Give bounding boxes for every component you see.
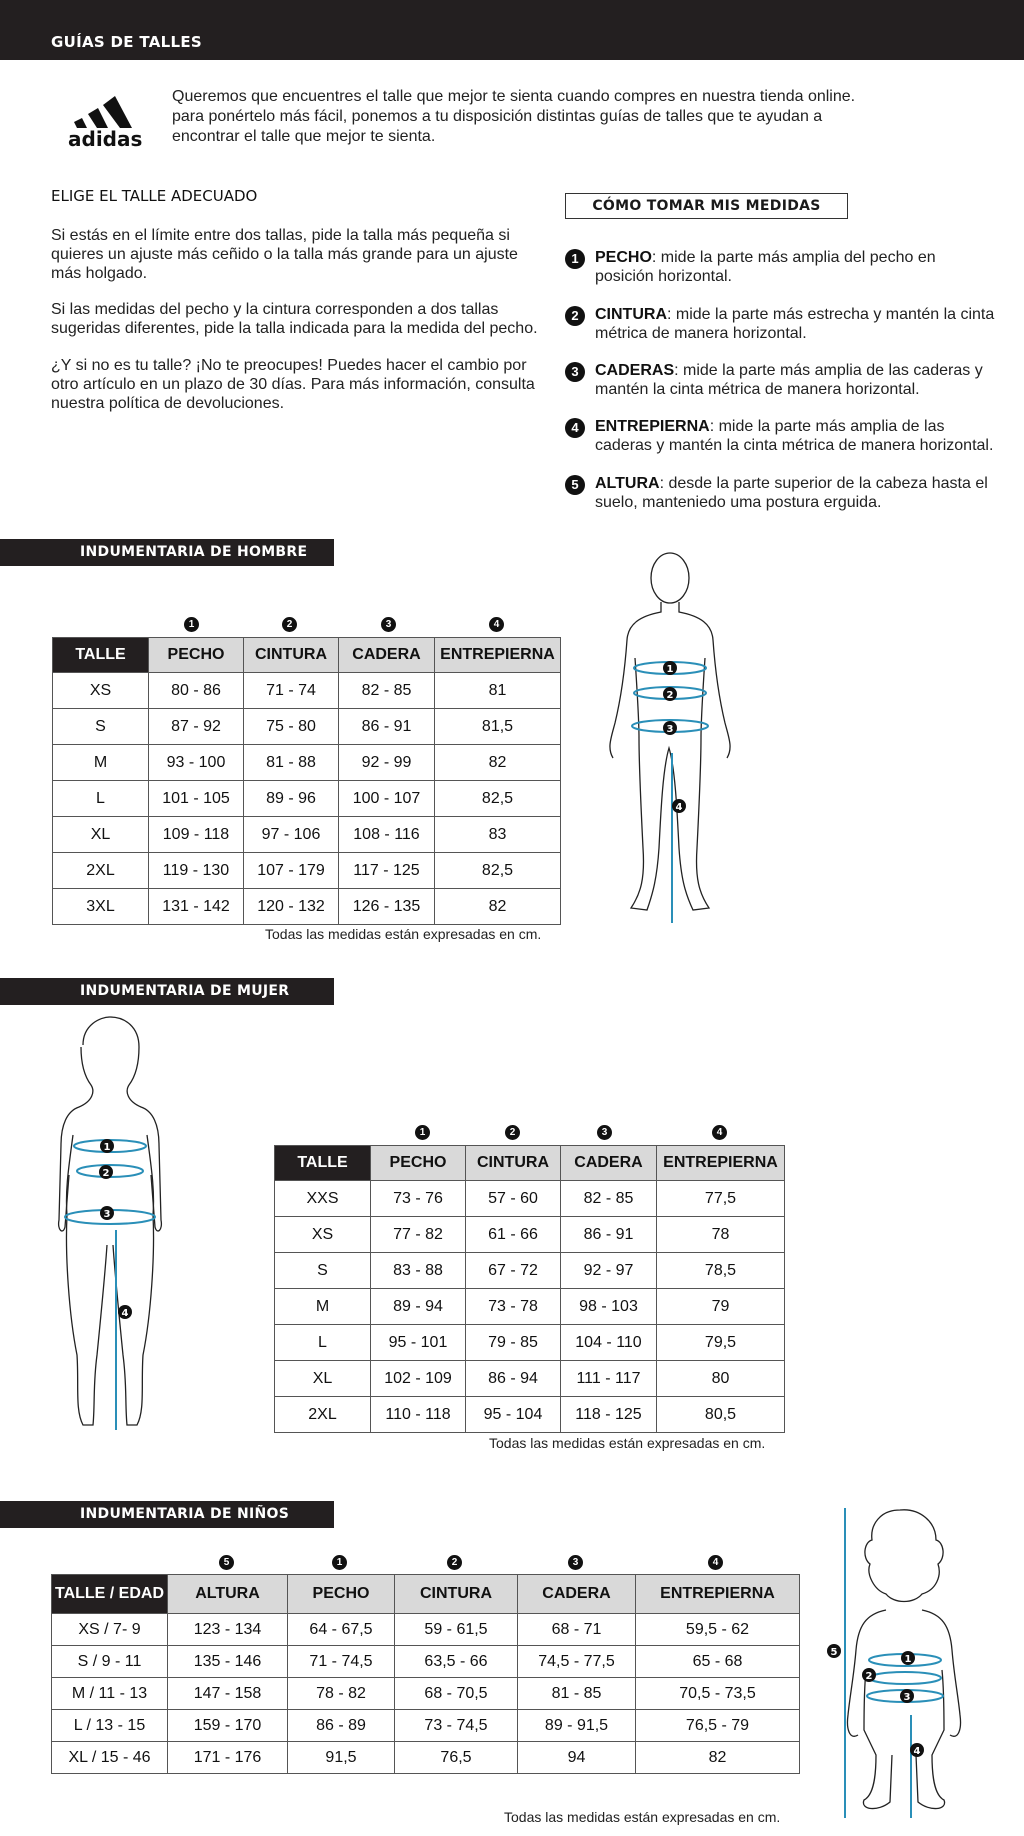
kids-section-bar <box>0 1501 334 1528</box>
table-cell: 74,5 - 77,5 <box>518 1646 636 1678</box>
table-cell: 82 <box>435 745 561 781</box>
header-talle-edad: TALLE / EDAD <box>52 1575 168 1614</box>
header-cadera: CADERA <box>518 1575 636 1614</box>
child-body-figure-icon <box>820 1500 990 1820</box>
table-cell: 83 <box>435 817 561 853</box>
table-cell: 79,5 <box>657 1325 785 1361</box>
table-cell: 71 - 74 <box>244 673 339 709</box>
column-number-icon: 4 <box>708 1555 723 1570</box>
header-altura: ALTURA <box>168 1575 288 1614</box>
table-cell: 86 - 91 <box>561 1217 657 1253</box>
table-cell: 95 - 101 <box>371 1325 466 1361</box>
how-to-measure-title: CÓMO TOMAR MIS MEDIDAS <box>592 198 821 214</box>
table-cell: 82 <box>435 889 561 925</box>
table-cell: 80,5 <box>657 1397 785 1433</box>
intro-line-2: para ponértelo más fácil, ponemos a tu disposición distintas guías de talles que te ayudan a <box>172 108 823 125</box>
table-cell: XL / 15 - 46 <box>52 1742 168 1774</box>
table-cell: 89 - 91,5 <box>518 1710 636 1742</box>
man-body-figure-icon <box>595 548 745 928</box>
table-cell: 118 - 125 <box>561 1397 657 1433</box>
table-cell: 68 - 71 <box>518 1614 636 1646</box>
table-cell: 64 - 67,5 <box>288 1614 395 1646</box>
table-cell: L <box>53 781 149 817</box>
table-cell: XS <box>53 673 149 709</box>
intro-line-1: Queremos que encuentres el talle que mejor te sienta cuando compres en nuestra tienda online. <box>172 88 856 105</box>
table-cell: S <box>53 709 149 745</box>
header-cintura: CINTURA <box>244 638 339 673</box>
table-cell: 82 - 85 <box>339 673 435 709</box>
table-cell: 117 - 125 <box>339 853 435 889</box>
table-row <box>275 1253 785 1289</box>
svg-text:4: 4 <box>913 1746 921 1757</box>
table-cell: M / 11 - 13 <box>52 1678 168 1710</box>
step-number-icon: 4 <box>565 418 585 438</box>
women-section-bar <box>0 978 334 1005</box>
table-cell: 87 - 92 <box>149 709 244 745</box>
table-cell: 59 - 61,5 <box>395 1614 518 1646</box>
step-number-icon: 1 <box>565 249 585 269</box>
column-number-icon: 5 <box>219 1555 234 1570</box>
svg-text:1: 1 <box>666 664 674 675</box>
table-cell: 75 - 80 <box>244 709 339 745</box>
kids-section-title: INDUMENTARIA DE NIÑOS <box>80 1506 290 1522</box>
header-talle: TALLE <box>275 1146 371 1181</box>
table-cell: S / 9 - 11 <box>52 1646 168 1678</box>
svg-text:3: 3 <box>903 1692 911 1703</box>
column-number-icon: 3 <box>381 617 396 632</box>
table-cell: 78,5 <box>657 1253 785 1289</box>
table-cell: 95 - 104 <box>466 1397 561 1433</box>
intro-text <box>172 87 932 147</box>
table-header-row <box>53 638 561 673</box>
table-cell: 57 - 60 <box>466 1181 561 1217</box>
table-cell: 82,5 <box>435 781 561 817</box>
table-cell: 82 - 85 <box>561 1181 657 1217</box>
table-cell: 81,5 <box>435 709 561 745</box>
table-cell: 86 - 91 <box>339 709 435 745</box>
table-cell: 81 <box>435 673 561 709</box>
table-cell: 120 - 132 <box>244 889 339 925</box>
choose-paragraph-3: ¿Y si no es tu talle? ¡No te preocupes! Puedes hacer el cambio por otro artículo en un plazo de 30 días. Para más información, consulta nuestra política de devoluciones. <box>51 357 535 412</box>
column-number-icon: 2 <box>282 617 297 632</box>
table-cell: 98 - 103 <box>561 1289 657 1325</box>
table-cell: XL <box>53 817 149 853</box>
table-row <box>53 889 561 925</box>
table-cell: 94 <box>518 1742 636 1774</box>
table-cell: 110 - 118 <box>371 1397 466 1433</box>
table-row <box>53 673 561 709</box>
table-cell: 171 - 176 <box>168 1742 288 1774</box>
table-row <box>275 1289 785 1325</box>
table-cell: 126 - 135 <box>339 889 435 925</box>
header-cintura: CINTURA <box>395 1575 518 1614</box>
svg-text:2: 2 <box>102 1168 110 1179</box>
measure-step-hips: 3 CADERAS: mide la parte más amplia de las caderas y mantén la cinta métrica de manera horizontal. <box>565 361 995 399</box>
top-header-bar <box>0 0 1024 60</box>
table-cell: 78 <box>657 1217 785 1253</box>
measure-step-waist: 2 CINTURA: mide la parte más estrecha y mantén la cinta métrica de manera horizontal. <box>565 305 995 343</box>
svg-text:2: 2 <box>666 690 674 701</box>
step-number-icon: 2 <box>565 306 585 326</box>
table-cell: 108 - 116 <box>339 817 435 853</box>
page-title: GUÍAS DE TALLES <box>51 33 202 51</box>
table-cell: XXS <box>275 1181 371 1217</box>
column-number-icon: 1 <box>332 1555 347 1570</box>
step-number-icon: 5 <box>565 475 585 495</box>
table-cell: L <box>275 1325 371 1361</box>
table-cell: 71 - 74,5 <box>288 1646 395 1678</box>
table-cell: 81 - 85 <box>518 1678 636 1710</box>
table-cell: 76,5 <box>395 1742 518 1774</box>
table-row <box>53 709 561 745</box>
table-cell: 76,5 - 79 <box>636 1710 800 1742</box>
table-cell: XL <box>275 1361 371 1397</box>
table-cell: 82 <box>636 1742 800 1774</box>
table-cell: 59,5 - 62 <box>636 1614 800 1646</box>
table-cell: 73 - 74,5 <box>395 1710 518 1742</box>
table-cell: 92 - 99 <box>339 745 435 781</box>
table-cell: M <box>275 1289 371 1325</box>
column-number-icon: 2 <box>447 1555 462 1570</box>
table-cell: 67 - 72 <box>466 1253 561 1289</box>
svg-text:1: 1 <box>904 1654 912 1665</box>
table-cell: 92 - 97 <box>561 1253 657 1289</box>
table-cell: 119 - 130 <box>149 853 244 889</box>
women-note: Todas las medidas están expresadas en cm. <box>489 1435 766 1451</box>
table-cell: 86 - 94 <box>466 1361 561 1397</box>
table-row <box>52 1710 800 1742</box>
svg-text:2: 2 <box>865 1671 873 1682</box>
table-cell: 93 - 100 <box>149 745 244 781</box>
table-cell: 102 - 109 <box>371 1361 466 1397</box>
adidas-wordmark: adidas <box>68 127 143 148</box>
table-header-row <box>52 1575 800 1614</box>
men-size-table <box>52 637 561 925</box>
table-cell: 80 - 86 <box>149 673 244 709</box>
header-entrepierna: ENTREPIERNA <box>657 1146 785 1181</box>
header-cadera: CADERA <box>339 638 435 673</box>
column-number-icon: 4 <box>712 1125 727 1140</box>
table-cell: 104 - 110 <box>561 1325 657 1361</box>
svg-text:3: 3 <box>103 1209 111 1220</box>
adidas-logo-icon <box>68 88 154 148</box>
table-row <box>275 1325 785 1361</box>
table-cell: 131 - 142 <box>149 889 244 925</box>
table-row <box>52 1678 800 1710</box>
table-cell: 77 - 82 <box>371 1217 466 1253</box>
header-cadera: CADERA <box>561 1146 657 1181</box>
svg-text:3: 3 <box>666 724 674 735</box>
men-note: Todas las medidas están expresadas en cm. <box>265 926 542 942</box>
table-cell: XS <box>275 1217 371 1253</box>
table-cell: 147 - 158 <box>168 1678 288 1710</box>
svg-text:1: 1 <box>103 1142 111 1153</box>
table-row <box>52 1742 800 1774</box>
svg-text:4: 4 <box>675 802 683 813</box>
header-cintura: CINTURA <box>466 1146 561 1181</box>
table-row <box>53 853 561 889</box>
measure-step-inseam: 4 ENTREPIERNA: mide la parte más amplia de las caderas y mantén la cinta métrica de manera horizontal. <box>565 417 995 455</box>
column-number-icon: 2 <box>505 1125 520 1140</box>
table-cell: S <box>275 1253 371 1289</box>
table-cell: 123 - 134 <box>168 1614 288 1646</box>
table-row <box>53 745 561 781</box>
header-talle: TALLE <box>53 638 149 673</box>
table-cell: 70,5 - 73,5 <box>636 1678 800 1710</box>
women-section-title: INDUMENTARIA DE MUJER <box>80 983 290 999</box>
table-row <box>275 1361 785 1397</box>
how-to-measure-box <box>565 193 848 219</box>
choose-size-title: ELIGE EL TALLE ADECUADO <box>51 187 258 205</box>
table-cell: 89 - 94 <box>371 1289 466 1325</box>
measure-step-height: 5 ALTURA: desde la parte superior de la cabeza hasta el suelo, manteniedo uma postura erguida. <box>565 474 995 512</box>
intro-line-3: encontrar el talle que mejor te sienta. <box>172 128 436 145</box>
table-cell: 81 - 88 <box>244 745 339 781</box>
table-row <box>53 817 561 853</box>
table-cell: M <box>53 745 149 781</box>
column-number-icon: 4 <box>489 617 504 632</box>
men-section-title: INDUMENTARIA DE HOMBRE <box>80 544 308 560</box>
column-number-icon: 1 <box>415 1125 430 1140</box>
column-number-icon: 3 <box>597 1125 612 1140</box>
table-cell: 109 - 118 <box>149 817 244 853</box>
choose-paragraph-1: Si estás en el límite entre dos tallas, pide la talla más pequeña si quieres un ajuste más ceñido o la talla más grande para un ajuste más holgado. <box>51 227 518 282</box>
step-number-icon: 3 <box>565 362 585 382</box>
woman-body-figure-icon <box>55 1015 165 1435</box>
table-cell: L / 13 - 15 <box>52 1710 168 1742</box>
table-cell: 100 - 107 <box>339 781 435 817</box>
header-pecho: PECHO <box>371 1146 466 1181</box>
table-cell: 91,5 <box>288 1742 395 1774</box>
kids-note: Todas las medidas están expresadas en cm. <box>504 1809 781 1825</box>
table-cell: 107 - 179 <box>244 853 339 889</box>
choose-paragraph-2: Si las medidas del pecho y la cintura corresponden a dos tallas sugeridas diferentes, pide la talla indicada para la medida del pecho. <box>51 301 538 337</box>
table-cell: 3XL <box>53 889 149 925</box>
table-cell: 77,5 <box>657 1181 785 1217</box>
table-cell: 83 - 88 <box>371 1253 466 1289</box>
svg-text:4: 4 <box>121 1308 129 1319</box>
table-cell: 78 - 82 <box>288 1678 395 1710</box>
measure-step-chest: 1 PECHO: mide la parte más amplia del pecho en posición horizontal. <box>565 248 995 286</box>
table-cell: 2XL <box>53 853 149 889</box>
table-cell: XS / 7- 9 <box>52 1614 168 1646</box>
header-pecho: PECHO <box>288 1575 395 1614</box>
table-row <box>275 1397 785 1433</box>
kids-size-table <box>51 1574 800 1774</box>
table-row <box>275 1217 785 1253</box>
table-cell: 2XL <box>275 1397 371 1433</box>
header-entrepierna: ENTREPIERNA <box>636 1575 800 1614</box>
table-cell: 135 - 146 <box>168 1646 288 1678</box>
column-number-icon: 1 <box>184 617 199 632</box>
table-header-row <box>275 1146 785 1181</box>
column-number-icon: 3 <box>568 1555 583 1570</box>
table-cell: 73 - 76 <box>371 1181 466 1217</box>
table-row <box>52 1646 800 1678</box>
header-pecho: PECHO <box>149 638 244 673</box>
women-size-table <box>274 1145 785 1433</box>
table-cell: 79 - 85 <box>466 1325 561 1361</box>
table-cell: 61 - 66 <box>466 1217 561 1253</box>
header-entrepierna: ENTREPIERNA <box>435 638 561 673</box>
table-cell: 111 - 117 <box>561 1361 657 1397</box>
table-cell: 65 - 68 <box>636 1646 800 1678</box>
table-cell: 63,5 - 66 <box>395 1646 518 1678</box>
table-cell: 101 - 105 <box>149 781 244 817</box>
table-cell: 82,5 <box>435 853 561 889</box>
table-cell: 73 - 78 <box>466 1289 561 1325</box>
table-cell: 79 <box>657 1289 785 1325</box>
table-cell: 97 - 106 <box>244 817 339 853</box>
table-cell: 89 - 96 <box>244 781 339 817</box>
svg-text:5: 5 <box>830 1647 838 1658</box>
table-row <box>52 1614 800 1646</box>
table-cell: 86 - 89 <box>288 1710 395 1742</box>
table-row <box>53 781 561 817</box>
table-row <box>275 1181 785 1217</box>
men-section-bar <box>0 539 334 566</box>
table-cell: 80 <box>657 1361 785 1397</box>
table-cell: 159 - 170 <box>168 1710 288 1742</box>
table-cell: 68 - 70,5 <box>395 1678 518 1710</box>
